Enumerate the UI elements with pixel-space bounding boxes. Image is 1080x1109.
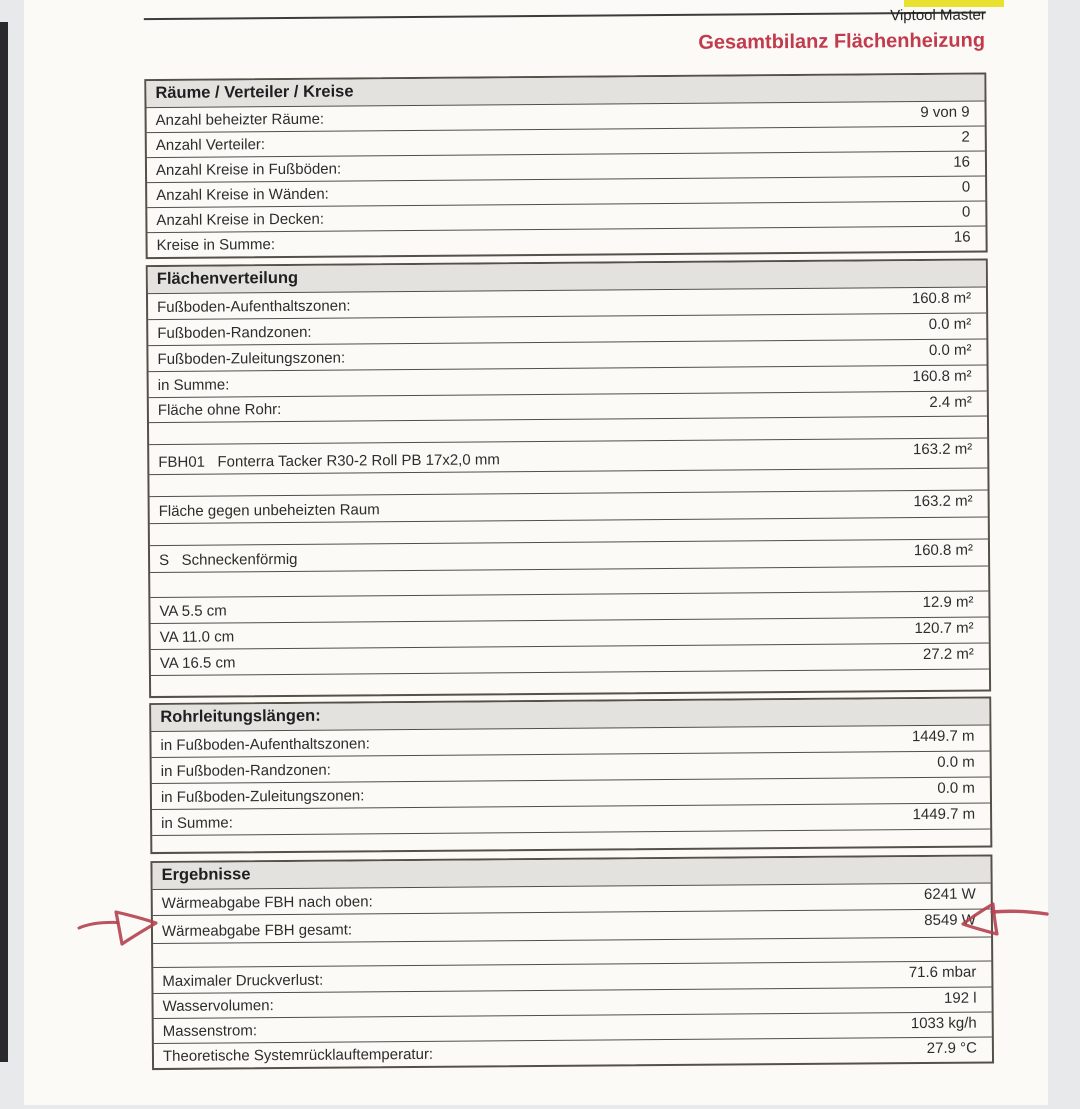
row-label: [149, 441, 158, 444]
row-label: in Fußboden-Aufenthaltszonen:: [160, 735, 370, 754]
row-label: in Fußboden-Randzonen:: [160, 761, 331, 780]
row-value: 27.9 °C: [926, 1039, 977, 1057]
section-raeume-verteiler-kreise: [144, 72, 987, 259]
row-label: Wärmeabgabe FBH nach oben:: [161, 893, 373, 912]
section-title: Rohrleitungslängen:: [151, 698, 989, 731]
app-name: Viptool Master: [890, 6, 986, 25]
section-rohrleitungslaengen: [149, 696, 992, 854]
row-value: 0.0 m²: [928, 315, 972, 333]
row-value: 163.2 m²: [913, 492, 973, 511]
row-value: 1449.7 m: [912, 805, 976, 824]
row-value: 160.8 m²: [911, 289, 972, 308]
row-label: FBH01 Fonterra Tacker R30-2 Roll PB 17x2,0 mm: [158, 451, 500, 471]
row-value: 163.2 m²: [912, 440, 973, 459]
row-label: [152, 849, 161, 852]
row-label: VA 16.5 cm: [159, 654, 236, 672]
row-value: [973, 566, 988, 568]
row-label: Fußboden-Randzonen:: [157, 323, 312, 342]
section-ergebnisse: [150, 854, 994, 1070]
row-label: Fußboden-Zuleitungszonen:: [157, 349, 346, 368]
row-label: Massenstrom:: [162, 1022, 258, 1040]
row-label: in Summe:: [161, 814, 233, 832]
row-value: 192 l: [943, 989, 977, 1007]
row-value: [972, 416, 987, 418]
section-title: Räume / Verteiler / Kreise: [146, 74, 984, 107]
row-value: 0.0 m²: [928, 341, 972, 359]
row-value: 9 von 9: [920, 103, 970, 121]
row-value: 1449.7 m: [911, 727, 975, 746]
row-value: 160.8 m²: [913, 541, 974, 560]
row-label: Anzahl Kreise in Decken:: [156, 210, 325, 230]
row-value: 2.4 m²: [929, 393, 972, 411]
row-label: Anzahl Kreise in Wänden:: [156, 185, 329, 205]
row-label: [150, 594, 159, 597]
row-label: Maximaler Druckverlust:: [162, 971, 324, 990]
row-label: Wärmeabgabe FBH gesamt:: [161, 921, 353, 940]
row-value: 27.2 m²: [922, 645, 974, 663]
table-row: [154, 1036, 992, 1068]
row-value: 0.0 m: [937, 779, 975, 797]
row-label: VA 11.0 cm: [159, 628, 235, 646]
row-label: Fußboden-Aufenthaltszonen:: [157, 297, 351, 316]
row-value: [975, 829, 990, 831]
row-value: 0: [961, 203, 971, 221]
row-label: S Schneckenförmig: [159, 550, 298, 569]
row-value: 12.9 m²: [922, 593, 974, 611]
row-value: 120.7 m²: [914, 619, 974, 638]
row-label: Theoretische Systemrücklauftemperatur:: [162, 1045, 434, 1065]
row-value: 16: [953, 153, 971, 171]
section-title: Flächenverteilung: [148, 260, 986, 293]
header-rule: [144, 11, 986, 20]
row-label: [150, 542, 159, 545]
row-value: [972, 468, 987, 470]
section-title: Ergebnisse: [152, 856, 990, 889]
row-label: in Fußboden-Zuleitungszonen:: [160, 787, 365, 806]
row-value: [974, 669, 989, 671]
section-flaechenverteilung: [146, 258, 991, 698]
row-value: 0: [961, 178, 971, 196]
row-label: Kreise in Summe:: [156, 236, 276, 255]
row-label: Fläche ohne Rohr:: [157, 401, 282, 419]
row-label: Wasservolumen:: [162, 997, 274, 1015]
row-label: Fläche gegen unbeheizten Raum: [158, 501, 380, 520]
arrow-right-icon: [72, 900, 164, 950]
row-value: 0.0 m: [937, 753, 975, 771]
row-value: 6241 W: [923, 885, 976, 903]
row-label: Anzahl Verteiler:: [155, 136, 266, 155]
row-label: [153, 964, 162, 967]
row-label: in Summe:: [157, 376, 230, 394]
row-label: VA 5.5 cm: [159, 602, 227, 620]
row-value: 16: [953, 228, 971, 246]
row-value: 2: [961, 128, 970, 146]
page-title: Gesamtbilanz Flächenheizung: [698, 29, 986, 54]
row-label: [150, 493, 159, 496]
arrow-left-icon: [952, 897, 1052, 945]
row-value: 1033 kg/h: [910, 1014, 977, 1033]
row-value: 8549 W: [924, 911, 976, 929]
row-value: 160.8 m²: [912, 367, 972, 386]
row-value: 71.6 mbar: [908, 963, 977, 982]
row-value: [973, 517, 988, 519]
row-label: Anzahl beheizter Räume:: [155, 110, 325, 130]
row-label: [151, 693, 160, 696]
row-label: Anzahl Kreise in Fußböden:: [155, 160, 342, 180]
